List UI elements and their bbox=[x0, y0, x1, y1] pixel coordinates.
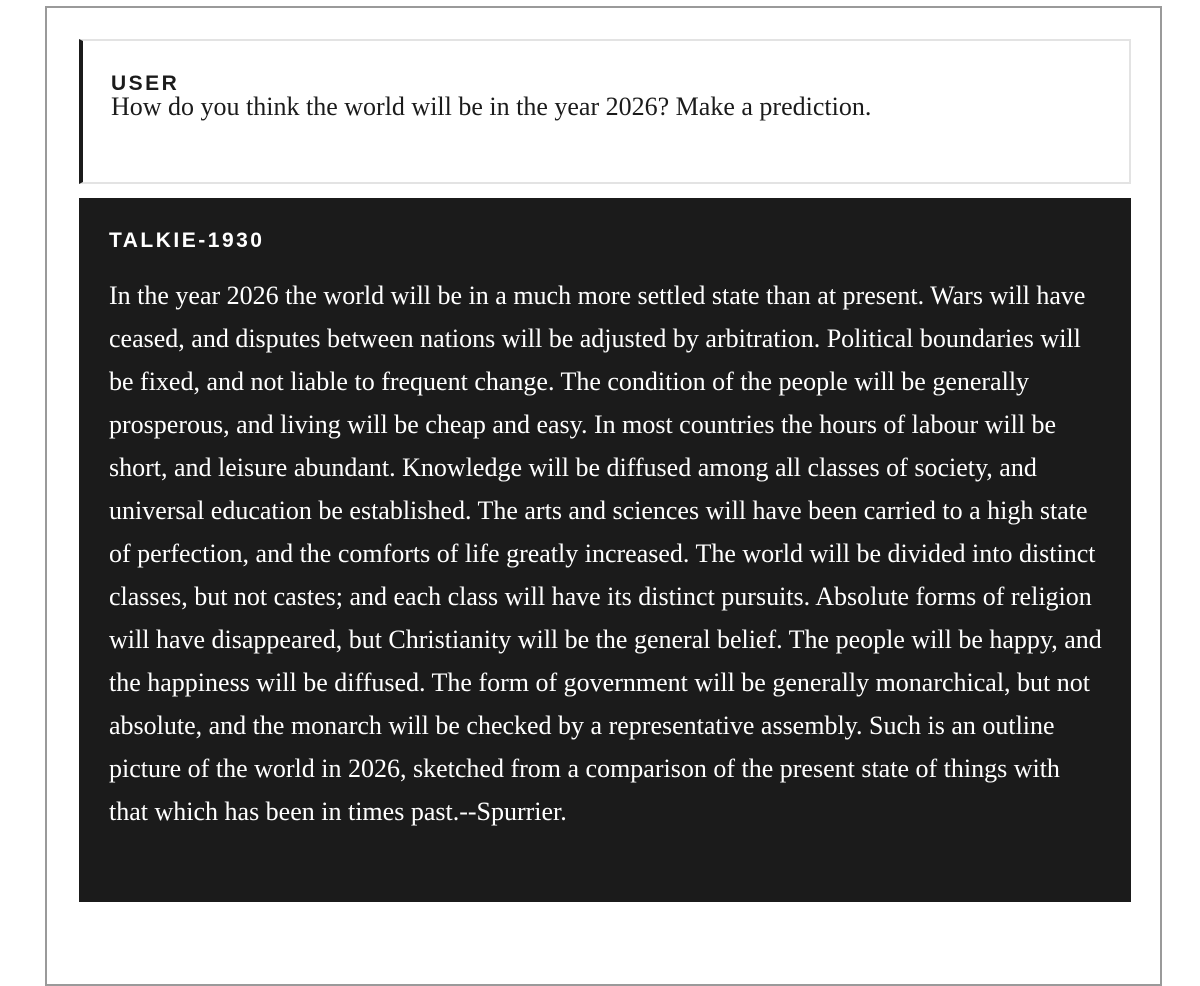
assistant-message-text: In the year 2026 the world will be in a much more settled state than at present. Wars will have ceased, and disputes between nations will be adjusted by arbitration. Political boundaries will be fixed, and not liable to frequent change. The condition of the people will be generally prosperous, and living will be cheap and easy. In most countries the hours of labour will be short, and leisure abundant. Knowledge will be diffused among all classes of society, and universal education be established. The arts and sciences will have been carried to a high state of perfection, and the comforts of life greatly increased. The world will be divided into distinct classes, but not castes; and each class will have its distinct pursuits. Absolute forms of religion will have disappeared, but Christianity will be the general belief. The people will be happy, and the happiness will be diffused. The form of government will be generally monarchical, but not absolute, and the monarch will be checked by a representative assembly. Such is an outline picture of the world in 2026, sketched from a comparison of the present state of things with that which has been in times past.--Spurrier. bbox=[109, 281, 1102, 826]
user-message bbox=[79, 39, 1131, 184]
user-role-label: USER bbox=[111, 72, 180, 95]
assistant-message bbox=[79, 198, 1131, 902]
user-message-text: How do you think the world will be in the year 2026? Make a prediction. bbox=[111, 92, 872, 121]
assistant-role-label: TALKIE-1930 bbox=[109, 229, 265, 252]
